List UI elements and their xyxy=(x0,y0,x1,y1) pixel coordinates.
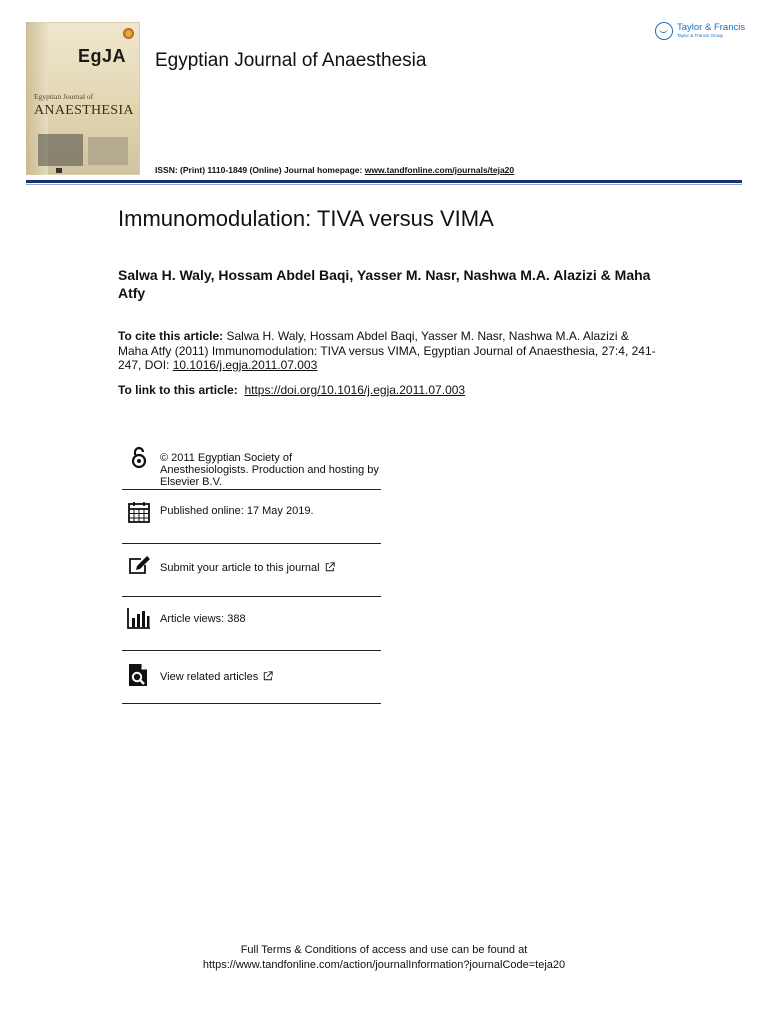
publisher-logo xyxy=(655,22,745,40)
calendar-icon xyxy=(127,500,151,524)
published-row xyxy=(122,490,381,544)
doi-link[interactable]: 10.1016/j.egja.2011.07.003 xyxy=(172,358,318,372)
journal-homepage-link[interactable]: www.tandfonline.com/journals/teja20 xyxy=(364,165,515,175)
cover-graphic xyxy=(38,134,83,166)
edit-icon xyxy=(127,554,151,578)
cover-seal-icon xyxy=(123,28,134,39)
article-authors: Salwa H. Waly, Hossam Abdel Baqi, Yasser M. Nasr, Nashwa M.A. Alazizi & Maha Atfy xyxy=(118,267,651,301)
issn-text: ISSN: (Print) 1110-1849 (Online) Journal homepage: xyxy=(155,165,365,175)
footer-terms-text: Full Terms & Conditions of access and use can be found at xyxy=(240,944,528,956)
published-text: Published online: 17 May 2019. xyxy=(160,505,314,517)
header-rule xyxy=(26,180,742,183)
open-access-icon xyxy=(127,446,151,470)
citation-text: Salwa H. Waly, Hossam Abdel Baqi, Yasser M. Nasr, Nashwa M.A. Alazizi & Maha Atfy (2011) Immunomodulation: TIVA versus VIMA, Egyptian Journal of Anaesthesia, 27:4, 241-247, DOI: xyxy=(118,329,656,372)
search-document-icon xyxy=(127,663,151,687)
article-url-link[interactable]: https://doi.org/10.1016/j.egja.2011.07.003 xyxy=(244,383,466,397)
external-link-icon xyxy=(262,671,274,681)
article-link xyxy=(118,383,465,397)
views-row xyxy=(122,597,381,651)
related-row[interactable] xyxy=(122,651,381,704)
issn-line xyxy=(155,165,514,175)
views-text: Article views: 388 xyxy=(160,613,246,625)
cover-graphic-2 xyxy=(88,137,128,165)
submit-row[interactable] xyxy=(122,544,381,597)
submit-link[interactable] xyxy=(160,562,336,574)
article-link-label: To link to this article: xyxy=(118,383,238,397)
journal-cover-image xyxy=(26,22,140,175)
footer xyxy=(0,943,768,972)
publisher-group: Taylor & Francis Group xyxy=(677,33,724,38)
external-link-icon xyxy=(324,562,336,572)
related-label: View related articles xyxy=(160,671,259,683)
submit-label: Submit your article to this journal xyxy=(160,562,320,574)
copyright-row xyxy=(122,444,381,490)
journal-title: Egyptian Journal of Anaesthesia xyxy=(155,50,427,71)
cover-title-small: Egyptian Journal of xyxy=(34,92,94,101)
footer-terms-url[interactable]: https://www.tandfonline.com/action/journalInformation?journalCode=teja20 xyxy=(202,958,566,971)
citation xyxy=(118,329,658,373)
taylor-francis-icon xyxy=(655,22,673,40)
bar-chart-icon xyxy=(127,606,151,630)
cover-logo: EgJA xyxy=(78,46,127,66)
cover-figure xyxy=(56,168,62,173)
article-meta-list xyxy=(122,444,381,704)
article-title: Immunomodulation: TIVA versus VIMA xyxy=(118,206,494,231)
cover-title-big: ANAESTHESIA xyxy=(34,103,134,118)
copyright-text: © 2011 Egyptian Society of Anesthesiologists. Production and hosting by Elsevier B.V. xyxy=(160,452,379,488)
publisher-name: Taylor & Francis xyxy=(677,22,746,33)
citation-label: To cite this article: xyxy=(118,329,224,343)
header-rule-thin xyxy=(26,184,742,185)
related-link[interactable] xyxy=(160,671,274,683)
